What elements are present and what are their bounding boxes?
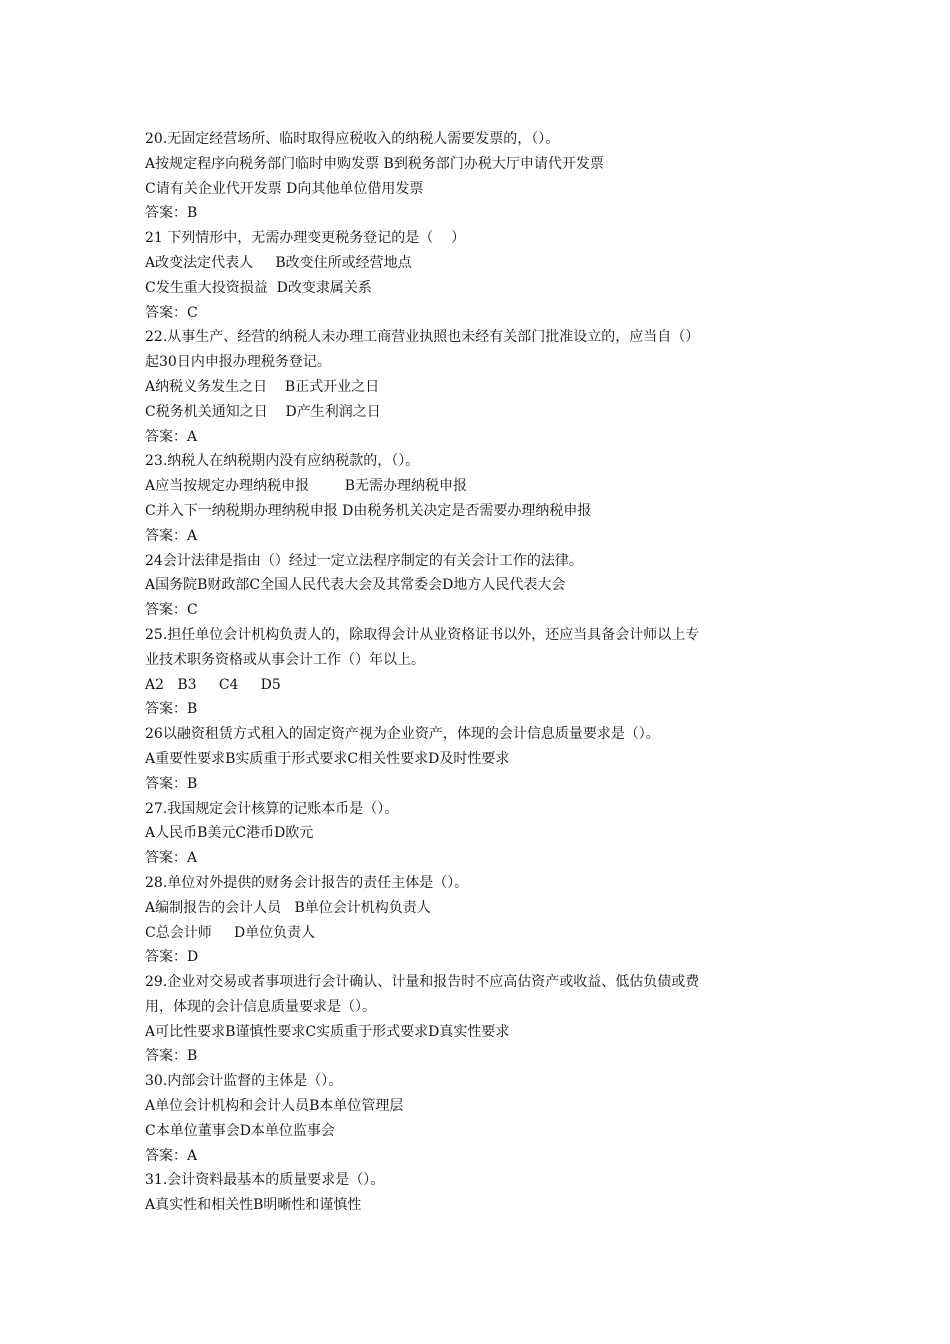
text-line: 答案：C (145, 602, 198, 619)
text-line: 20.无固定经营场所、临时取得应税收入的纳税人需要发票的，（）。 (145, 131, 560, 147)
text-line: 答案：A (145, 428, 198, 445)
text-line: 31.会计资料最基本的质量要求是（）。 (145, 1172, 385, 1189)
text-line: C发生重大投资损益 D改变隶属关系 (145, 279, 372, 296)
text-line: 答案：B (145, 205, 198, 222)
text-line: A国务院B财政部C全国人民代表大会及其常委会D地方人民代表大会 (145, 577, 566, 594)
text-line: 业技术职务资格或从事会计工作（）年以上。 (145, 651, 425, 668)
text-line: A可比性要求B谨慎性要求C实质重于形式要求D真实性要求 (145, 1023, 510, 1040)
text-line: A2 B3 C4 D5 (145, 676, 281, 693)
text-line: 起30日内申报办理税务登记。 (145, 354, 331, 371)
text-line: A编制报告的会计人员 B单位会计机构负责人 (145, 899, 431, 916)
text-line: 26以融资租赁方式租入的固定资产视为企业资产，体现的会计信息质量要求是（）。 (145, 726, 660, 743)
text-line: C并入下一纳税期办理纳税申报 D由税务机关决定是否需要办理纳税申报 (145, 502, 592, 519)
text-line: 30.内部会计监督的主体是（）。 (145, 1073, 343, 1090)
text-line: A真实性和相关性B明晰性和谨慎性 (145, 1197, 362, 1214)
text-line: C本单位董事会D本单位监事会 (145, 1122, 335, 1139)
text-line: 答案：A (145, 1147, 198, 1164)
text-line: 答案：B (145, 1048, 198, 1065)
text-line: A重要性要求B实质重于形式要求C相关性要求D及时性要求 (145, 750, 510, 767)
text-line: C总会计师 D单位负责人 (145, 924, 316, 941)
text-line: 28.单位对外提供的财务会计报告的责任主体是（）。 (145, 874, 469, 891)
text-line: C税务机关通知之日 D产生利润之日 (145, 403, 381, 420)
text-line: 27.我国规定会计核算的记账本币是（）。 (145, 800, 399, 817)
text-line: A纳税义务发生之日 B正式开业之日 (145, 378, 380, 395)
text-line: A按规定程序向税务部门临时申购发票 B到税务部门办税大厅申请代开发票 (145, 155, 604, 172)
text-line: A改变法定代表人 B改变住所或经营地点 (145, 254, 412, 271)
text-line: 22.从事生产、经营的纳税人未办理工商营业执照也未经有关部门批准设立的，应当自（） (145, 329, 700, 346)
text-line: C请有关企业代开发票 D向其他单位借用发票 (145, 180, 424, 197)
text-line: 21 下列情形中，无需办理变更税务登记的是（ ） (145, 230, 466, 247)
text-line: A单位会计机构和会计人员B本单位管理层 (145, 1098, 404, 1115)
text-line: 用，体现的会计信息质量要求是（）。 (145, 998, 376, 1015)
text-line: 答案：A (145, 527, 198, 544)
text-line: 答案：B (145, 701, 198, 718)
text-line: A应当按规定办理纳税申报 B无需办理纳税申报 (145, 478, 467, 495)
text-line: 24会计法律是指由（）经过一定立法程序制定的有关会计工作的法律。 (145, 552, 583, 569)
text-line: A人民币B美元C港币D欧元 (145, 825, 314, 842)
text-line: 答案：C (145, 304, 198, 321)
text-line: 29.企业对交易或者事项进行会计确认、计量和报告时不应高估资产或收益、低估负债或费 (145, 974, 700, 991)
text-line: 25.担任单位会计机构负责人的，除取得会计从业资格证书以外，还应当具备会计师以上专 (145, 626, 700, 643)
text-line: 23.纳税人在纳税期内没有应纳税款的，（）。 (145, 453, 420, 470)
text-line: 答案：B (145, 775, 198, 792)
text-line: 答案：D (145, 949, 199, 966)
document-body (145, 127, 815, 1218)
text-line: 答案：A (145, 850, 198, 867)
